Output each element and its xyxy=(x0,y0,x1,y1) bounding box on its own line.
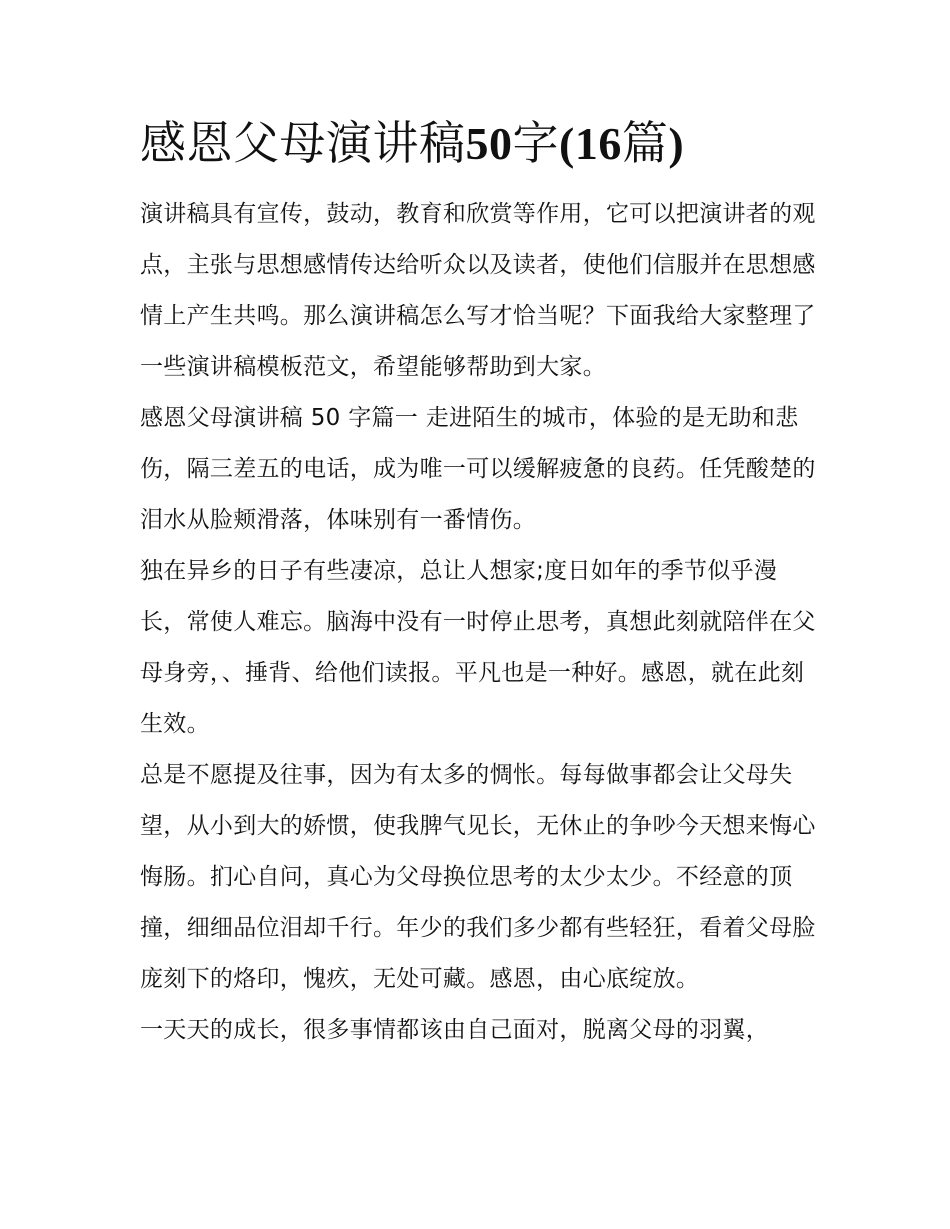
paragraph-2: 独在异乡的日子有些凄凉，总让人想家;度日如年的季节似乎漫长，常使人难忘。脑海中没有一时停止思考，真想此刻就陪伴在父母身旁，、捶背、给他们读报。平凡也是一种好。感恩，就在此刻生效。 xyxy=(140,558,816,737)
title-part: 字 xyxy=(512,116,559,170)
title-count: (16 xyxy=(559,118,622,169)
paragraph-intro: 演讲稿具有宣传，鼓动，教育和欣赏等作用，它可以把演讲者的观点，主张与思想感情传达给听众以及读者，使他们信服并在思想感情上产生共鸣。那么演讲稿怎么写才恰当呢？下面我给大家整理了一些演讲稿模板范文，希望能够帮助到大家。 xyxy=(140,201,816,380)
title-close: ) xyxy=(668,118,685,169)
paragraph-1: 感恩父母演讲稿 50 字篇一 走进陌生的城市，体验的是无助和悲伤，隔三差五的电话，成为唯一可以缓解疲惫的良药。任凭酸楚的泪水从脸颊滑落，体味别有一番情伤。 xyxy=(140,405,816,533)
document-body xyxy=(140,112,820,1056)
paragraph-4: 一天天的成长，很多事情都该由自己面对，脱离父母的羽翼， xyxy=(140,1017,770,1043)
title-number: 50 xyxy=(465,118,513,169)
title-part: 感恩父母演讲稿 xyxy=(140,116,466,170)
page-title xyxy=(140,112,820,175)
title-part: 篇 xyxy=(621,116,669,170)
paragraph-3: 总是不愿提及往事，因为有太多的惆怅。每每做事都会让父母失望，从小到大的娇惯，使我脾气见长，无休止的争吵今天想来悔心悔肠。扪心自问，真心为父母换位思考的太少太少。不经意的顶撞，细细品位泪却千行。年少的我们多少都有些轻狂，看着父母脸庞刻下的烙印，愧疚，无处可藏。感恩，由心底绽放。 xyxy=(140,762,816,992)
